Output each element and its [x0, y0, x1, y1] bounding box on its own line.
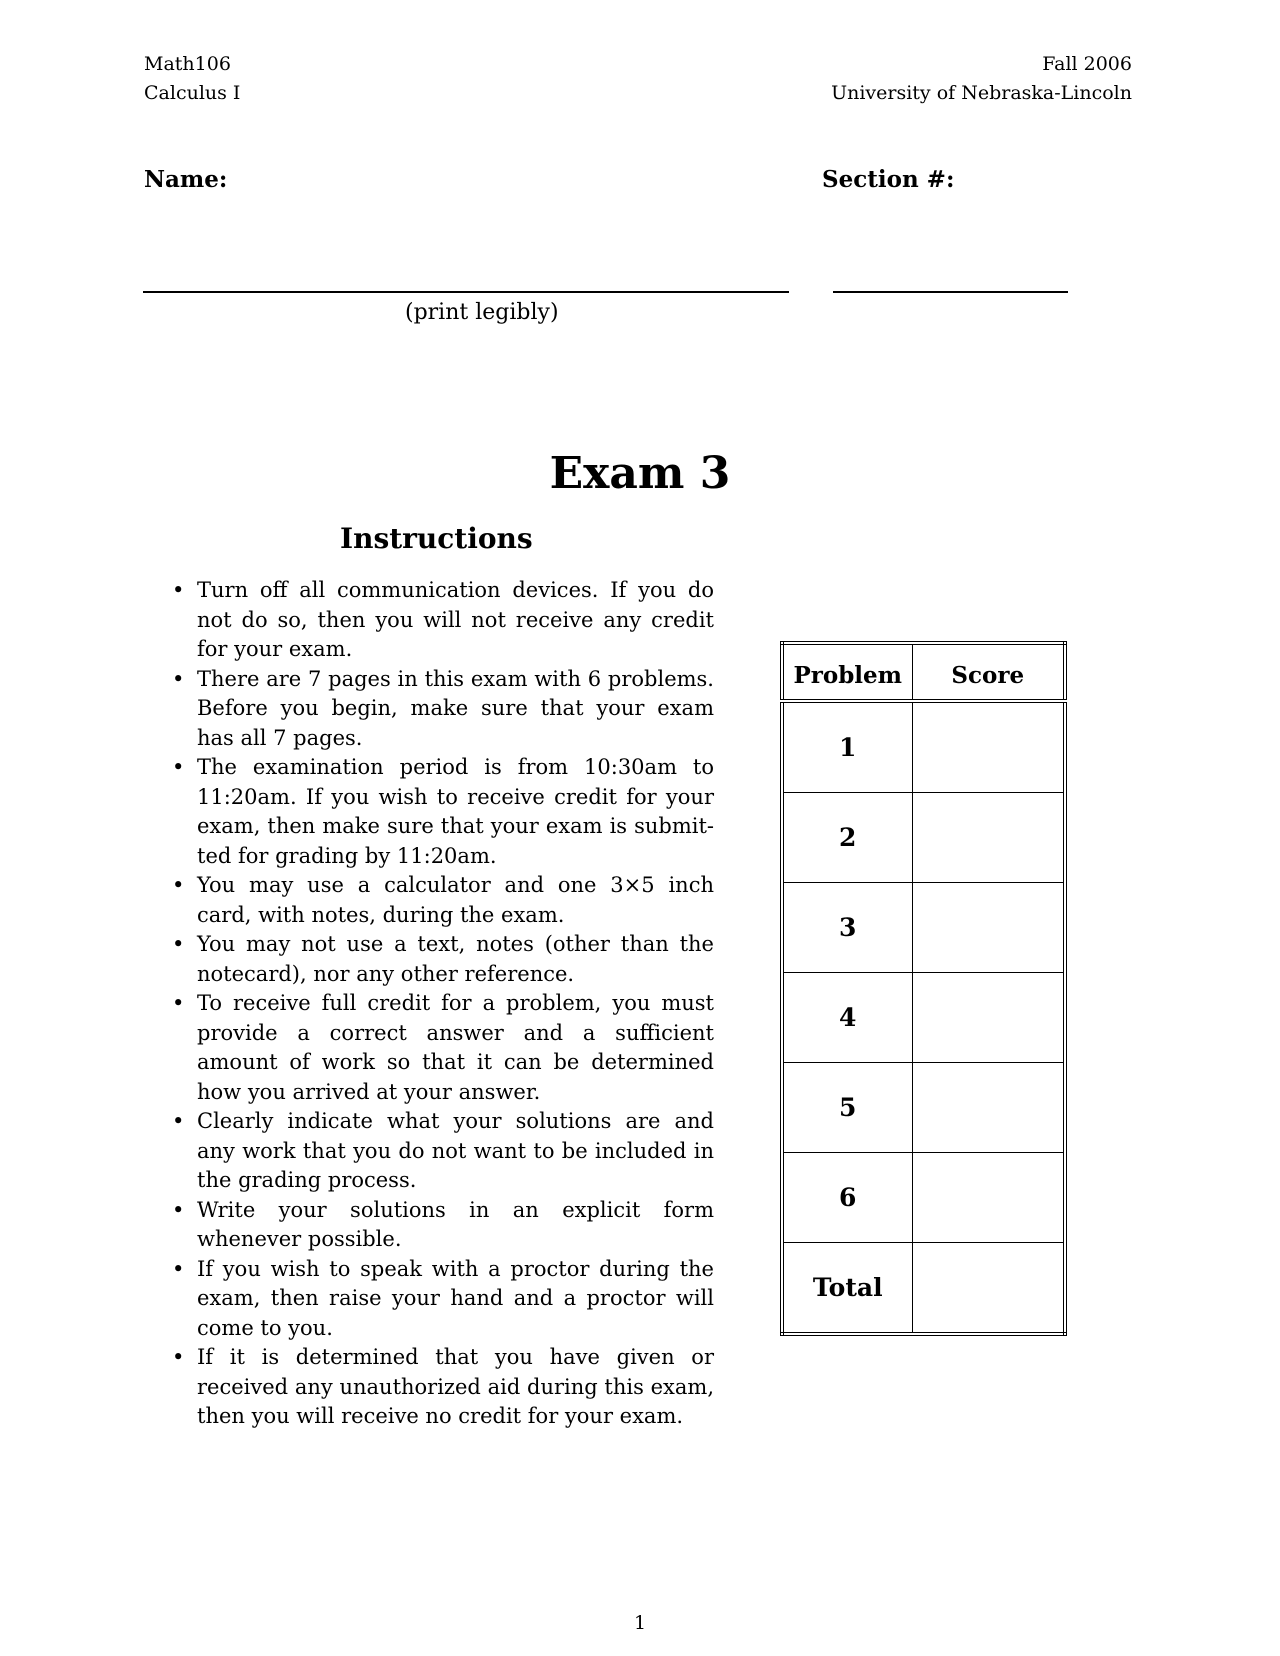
problem-column-header: Problem	[782, 643, 912, 701]
bullet-icon: •	[172, 932, 185, 956]
section-line	[833, 291, 1068, 293]
table-row	[782, 1243, 1065, 1335]
term: Fall 2006	[1042, 53, 1132, 75]
bullet-icon: •	[172, 1109, 185, 1133]
table-row	[782, 883, 1065, 973]
table-row	[782, 793, 1065, 883]
table-row	[782, 701, 1065, 793]
table-row	[782, 1063, 1065, 1153]
score-table-header-row	[782, 643, 1065, 701]
total-label: Total	[782, 1243, 912, 1335]
instruction-item	[170, 576, 714, 665]
bullet-icon: •	[172, 873, 185, 897]
instruction-text: Write your solutions in an explicit form whenever possible.	[197, 1197, 714, 1251]
section-label: Section #:	[822, 166, 955, 193]
instruction-text: You may use a calculator and one 3×5 inch card, with notes, during the exam.	[197, 873, 714, 927]
instruction-item	[170, 753, 714, 871]
bullet-icon: •	[172, 755, 185, 779]
problem-number: 6	[782, 1153, 912, 1243]
table-row	[782, 1153, 1065, 1243]
problem-number: 3	[782, 883, 912, 973]
instruction-item	[170, 1107, 714, 1196]
instruction-text: Clearly indicate what your solutions are and any work that you do not want to be included in the grading process.	[197, 1109, 714, 1192]
instruction-item	[170, 1255, 714, 1344]
instruction-text: To receive full credit for a problem, you must provide a correct answer and a sufficient amount of work so that it can be determined how you arrived at your answer.	[197, 991, 714, 1104]
instruction-item	[170, 1196, 714, 1255]
instruction-text: The examination period is from 10:30am to 11:20am. If you wish to receive credit for your exam, then make sure that your exam is submit-ted for grading by 11:20am.	[197, 755, 714, 868]
score-column-header: Score	[912, 643, 1065, 701]
instruction-item	[170, 1343, 714, 1432]
problem-number: 4	[782, 973, 912, 1063]
problem-number: 5	[782, 1063, 912, 1153]
term-header	[831, 50, 1132, 108]
score-cell	[912, 793, 1065, 883]
bullet-icon: •	[172, 1256, 185, 1281]
score-table	[780, 641, 1067, 1336]
print-note: (print legibly)	[405, 300, 559, 325]
bullet-icon: •	[172, 666, 185, 691]
score-cell	[912, 1153, 1065, 1243]
instructions-heading: Instructions	[340, 522, 533, 555]
instruction-item	[170, 989, 714, 1107]
exam-title: Exam 3	[549, 448, 731, 499]
table-row	[782, 973, 1065, 1063]
problem-number: 1	[782, 701, 912, 793]
name-label: Name:	[144, 166, 228, 193]
instruction-text: You may not use a text, notes (other than the notecard), nor any other reference.	[197, 932, 714, 986]
score-cell	[912, 883, 1065, 973]
score-cell	[912, 1063, 1065, 1153]
instructions-list	[170, 576, 714, 1432]
instruction-item	[170, 871, 714, 930]
course-name: Calculus I	[144, 82, 241, 104]
bullet-icon: •	[172, 991, 185, 1015]
bullet-icon: •	[172, 1197, 185, 1222]
score-cell	[912, 701, 1065, 793]
bullet-icon: •	[172, 578, 185, 602]
page-number: 1	[633, 1612, 647, 1634]
instruction-text: There are 7 pages in this exam with 6 problems. Before you begin, make sure that your exam has all 7 pages.	[197, 666, 714, 750]
instruction-item	[170, 930, 714, 989]
name-line	[143, 291, 789, 293]
problem-number: 2	[782, 793, 912, 883]
total-score-cell	[912, 1243, 1065, 1335]
instruction-text: If you wish to speak with a proctor during the exam, then raise your hand and a proctor will come to you.	[197, 1256, 714, 1340]
instruction-item	[170, 665, 714, 754]
score-cell	[912, 973, 1065, 1063]
instruction-text: Turn off all communication devices. If you do not do so, then you will not receive any credit for your exam.	[197, 578, 714, 661]
course-header	[144, 50, 240, 108]
bullet-icon: •	[172, 1345, 185, 1369]
instruction-text: If it is determined that you have given or received any unauthorized aid during this exam, then you will receive no credit for your exam.	[197, 1345, 714, 1428]
university: University of Nebraska-Lincoln	[831, 82, 1132, 104]
course-code: Math106	[144, 53, 231, 75]
